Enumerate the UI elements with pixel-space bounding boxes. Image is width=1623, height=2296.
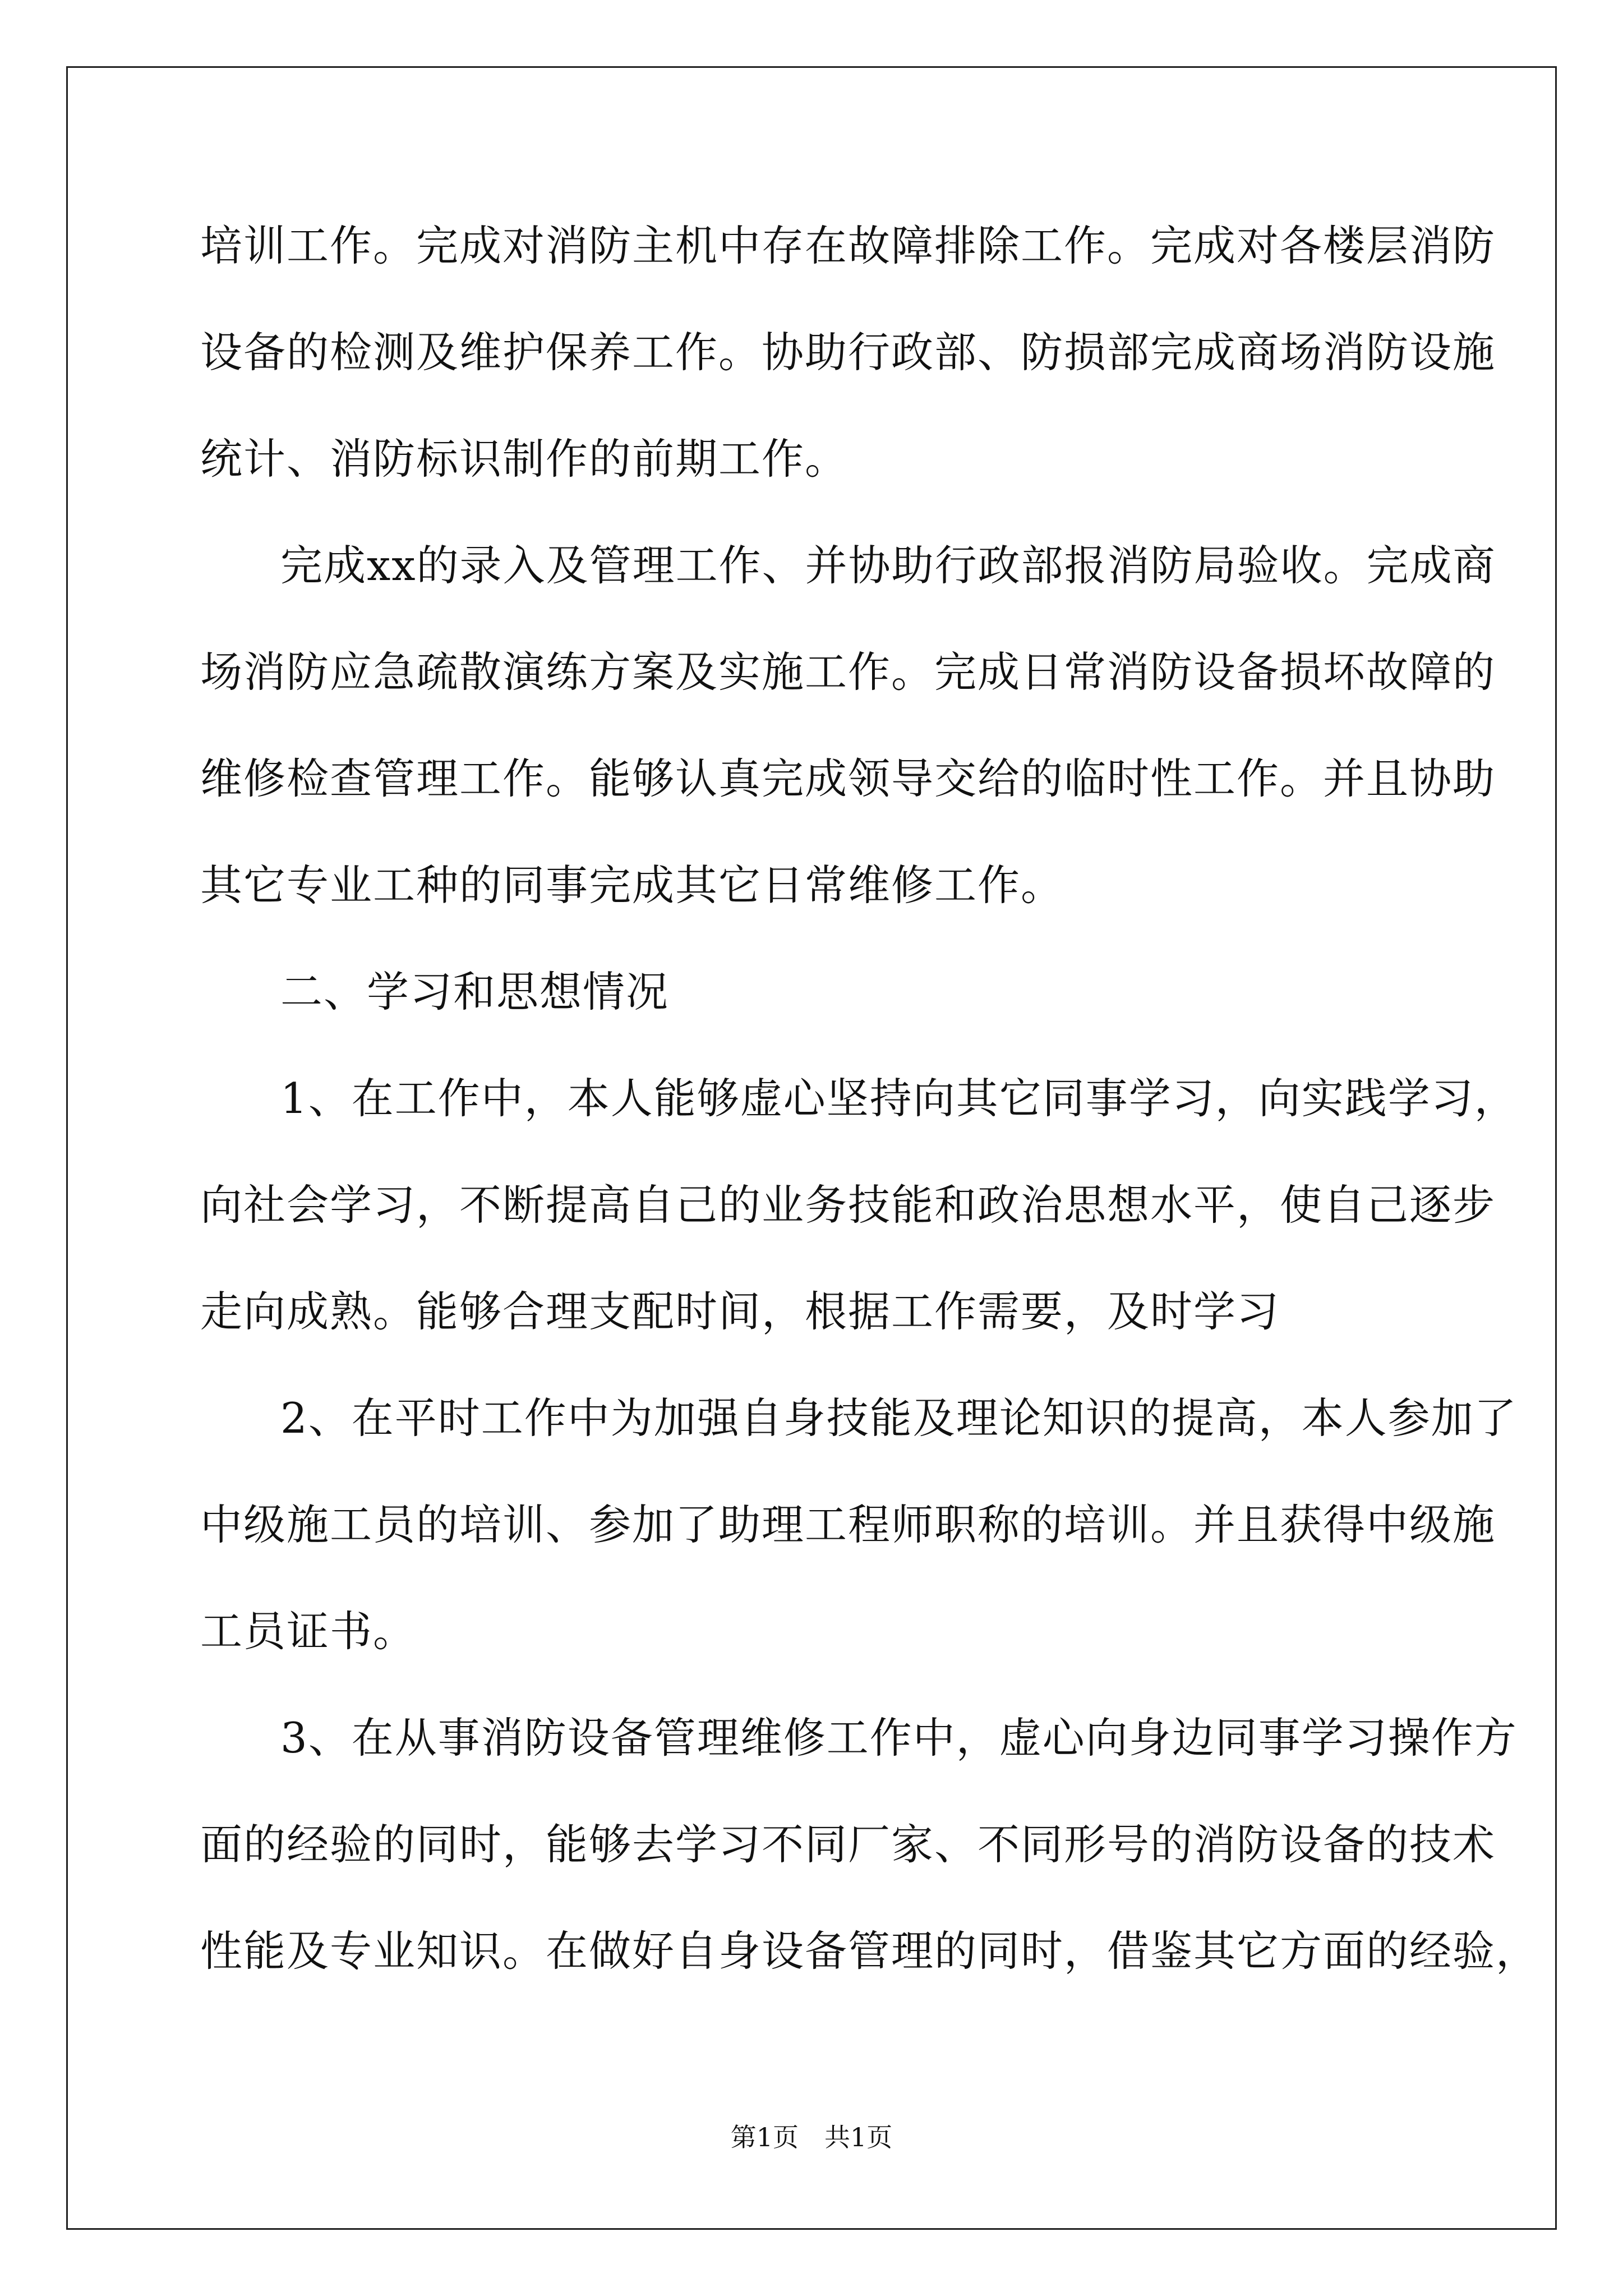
text-line: 中级施工员的培训、参加了助理工程师职称的培训。并且获得中级施: [200, 1500, 1496, 1549]
section-heading: 二、学习和思想情况: [280, 967, 670, 1016]
text-line: 维修检查管理工作。能够认真完成领导交给的临时性工作。并且协助: [200, 754, 1496, 803]
paragraph-start: 3、在从事消防设备管理维修工作中，虚心向身边同事学习操作方: [280, 1713, 1518, 1763]
paragraph-start: 完成xx的录入及管理工作、并协助行政部报消防局验收。完成商: [280, 541, 1496, 590]
text-line: 面的经验的同时，能够去学习不同厂家、不同形号的消防设备的技术: [200, 1820, 1496, 1869]
page-frame: [66, 66, 1557, 2230]
text-line: 走向成熟。能够合理支配时间，根据工作需要，及时学习: [200, 1287, 1280, 1336]
text-line: 其它专业工种的同事完成其它日常维修工作。: [200, 861, 1064, 910]
text-line: 设备的检测及维护保养工作。协助行政部、防损部完成商场消防设施: [200, 328, 1496, 377]
text-line: 场消防应急疏散演练方案及实施工作。完成日常消防设备损坏故障的: [200, 647, 1496, 697]
text-line: 性能及专业知识。在做好自身设备管理的同时，借鉴其它方面的经验，: [200, 1926, 1539, 1976]
text-line: 向社会学习，不断提高自己的业务技能和政治思想水平，使自己逐步: [200, 1180, 1496, 1230]
paragraph-start: 1、在工作中，本人能够虚心坚持向其它同事学习，向实践学习，: [280, 1074, 1518, 1123]
text-line: 培训工作。完成对消防主机中存在故障排除工作。完成对各楼层消防: [200, 221, 1496, 270]
page-footer: 第1页 共1页: [730, 2122, 893, 2152]
text-line: 工员证书。: [200, 1607, 417, 1656]
paragraph-start: 2、在平时工作中为加强自身技能及理论知识的提高，本人参加了: [280, 1393, 1518, 1443]
text-line: 统计、消防标识制作的前期工作。: [200, 434, 849, 484]
